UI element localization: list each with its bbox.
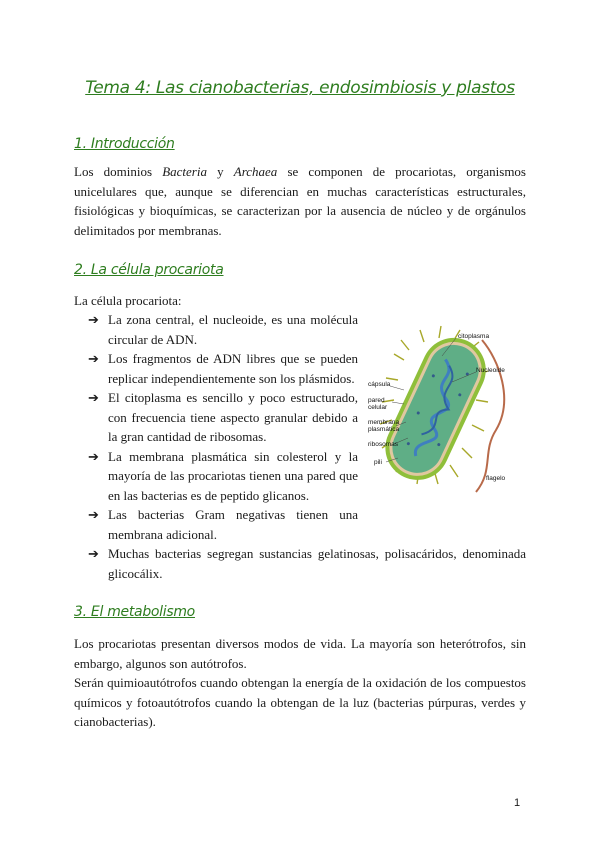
section-heading-introduccion: 1. Introducción <box>74 136 175 152</box>
list-item: ➔ Las bacterias Gram negativas tienen una membrana adicional. <box>88 507 358 542</box>
intro-paragraph: Los dominios Bacteria y Archaea se componen de procariotas, organismos unicelulares que, aunque se diferencian en muchas características estructurales, fisiológicas y bioquímicas, se caracterizan por la ausencia de núcleo y de orgánulos delimitados por membranas. <box>74 164 526 238</box>
label-membrana: membrana <box>368 419 400 426</box>
label-plasmatica: plasmática <box>368 426 400 433</box>
section-heading-metabolismo: 3. El metabolismo <box>74 604 195 620</box>
list-item: ➔ El citoplasma es sencillo y poco estructurado, con frecuencia tiene aspecto granular debido a la gran cantidad de ribosomas. <box>88 390 358 444</box>
prokaryotic-cell-figure <box>364 320 524 500</box>
list-item: ➔ Muchas bacterias segregan sustancias gelatinosas, polisacáridos, denominada glicocálix. <box>88 546 526 581</box>
section-heading-celula-procariota: 2. La célula procariota <box>74 262 224 278</box>
page-title: Tema 4: Las cianobacterias, endosimbiosis y plastos <box>85 78 515 98</box>
metabolismo-paragraph-2: Serán quimioautótrofos cuando obtengan la energía de la oxidación de los compuestos químicos y fotoautótrofos cuando la obtengan de la luz (bacterias púrpuras, verdes y cianobacterias). <box>74 675 526 729</box>
label-citoplasma: citoplasma <box>458 333 490 340</box>
metabolismo-paragraph-1: Los procariotas presentan diversos modos de vida. La mayoría son heterótrofos, sin embargo, algunos son autótrofos. <box>74 636 526 671</box>
cytoplasm-shape <box>384 337 487 481</box>
label-pili: pili <box>374 459 382 466</box>
list-item: ➔ Los fragmentos de ADN libres que se pueden replicar independientemente son los plásmidos. <box>88 351 358 386</box>
label-capsula: cápsula <box>368 381 391 388</box>
label-nucleoide: Nucleoide <box>476 367 505 374</box>
list-item: ➔ La zona central, el nucleoide, es una molécula circular de ADN. <box>88 312 358 347</box>
label-ribosomas: ribosomas <box>368 441 398 448</box>
page-number: 1 <box>514 797 521 809</box>
label-celular: celular <box>368 404 388 411</box>
label-pared: pared <box>368 397 385 404</box>
celula-bullet-list <box>88 310 358 544</box>
celula-bullet-list-wide <box>88 544 526 583</box>
celula-intro: La célula procariota: <box>74 293 182 308</box>
label-flagelo: flagelo <box>486 475 506 482</box>
list-item: ➔ La membrana plasmática sin colesterol y la mayoría de las procariotas tienen una pared que en las bacterias es de peptido glicanos. <box>88 448 358 503</box>
